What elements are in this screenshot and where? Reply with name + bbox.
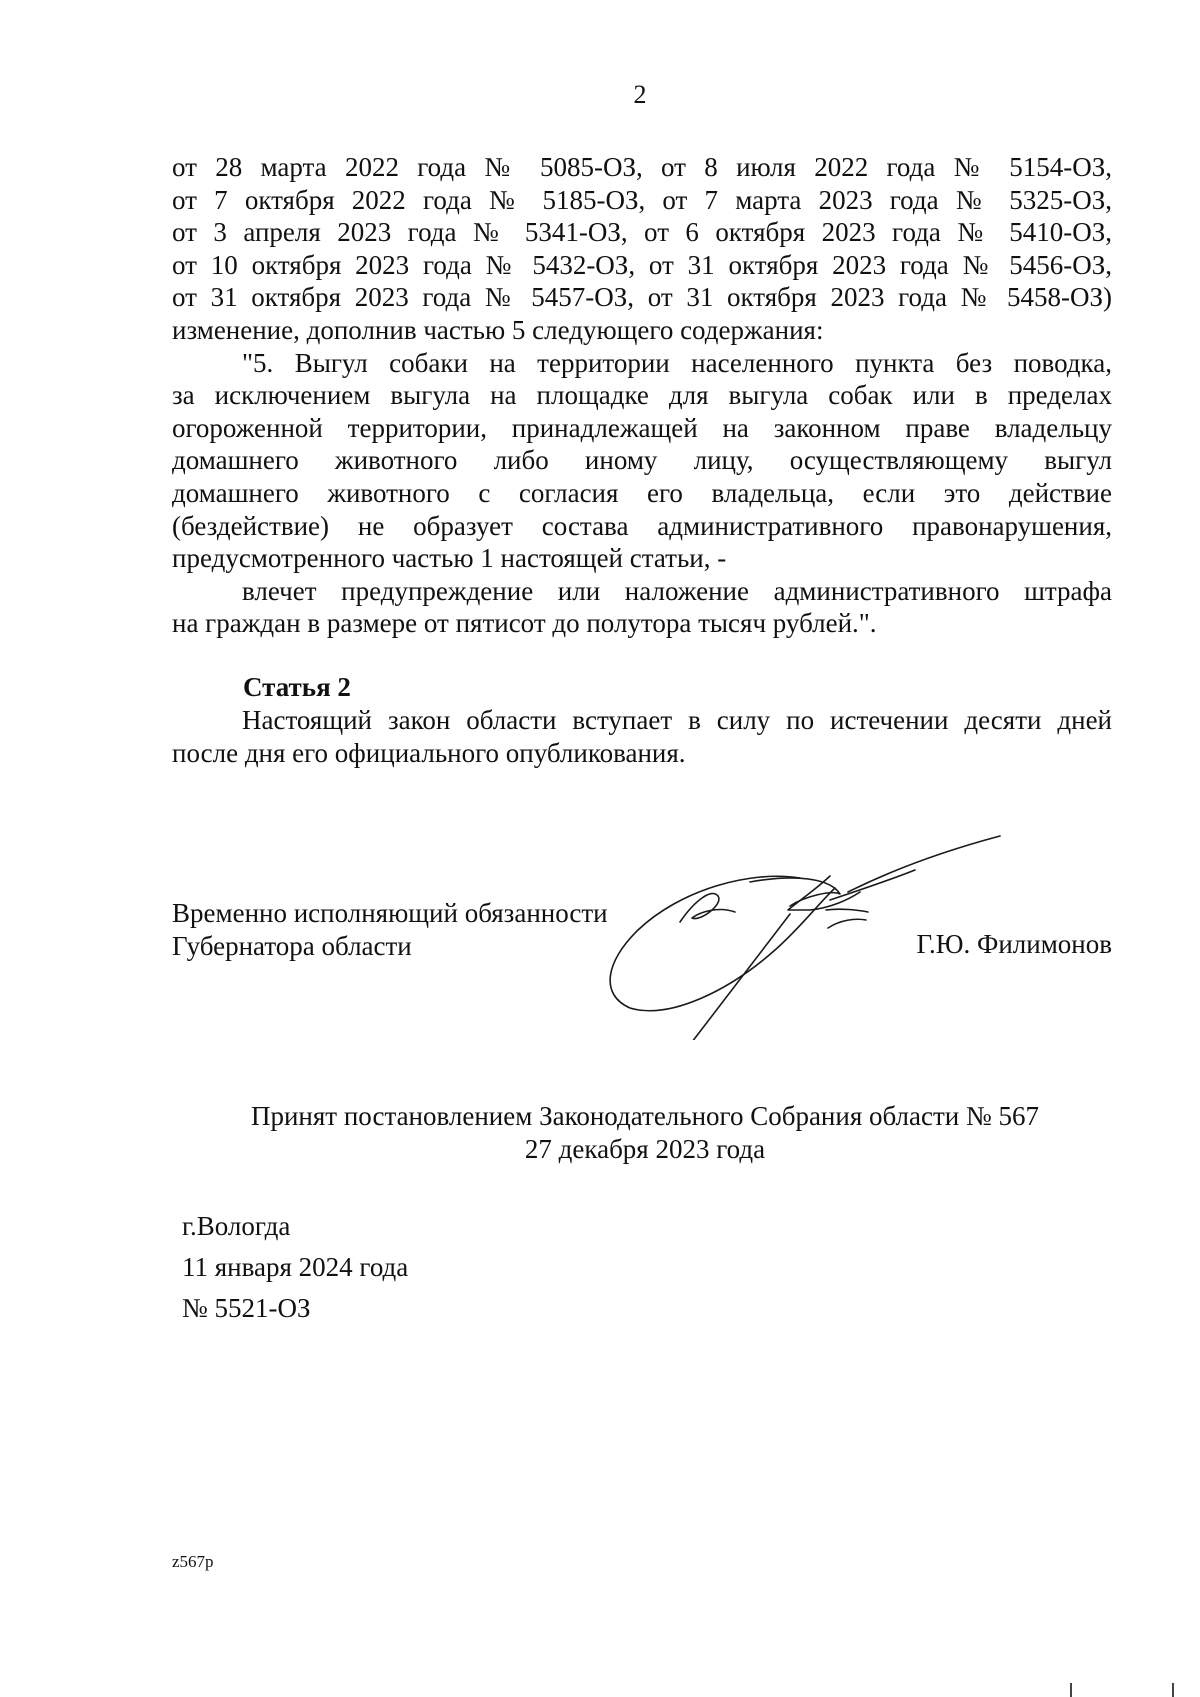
article-2-text [172, 704, 1112, 769]
article-2-last-line: после дня его официального опубликования. [172, 737, 686, 768]
signing-date: 11 января 2024 года [182, 1252, 409, 1282]
part5-line: "5. Выгул собаки на территории населенного пункта без поводка, [242, 347, 1112, 378]
part5-line: домашнего животного с согласия его владельца, если это действие [172, 477, 1112, 508]
signer-name: Г.Ю. Филимонов [916, 929, 1112, 959]
penalty-line: влечет предупреждение или наложение административного штрафа [242, 575, 1112, 606]
law-number: № 5521-ОЗ [182, 1293, 311, 1323]
adoption-statement [0, 1100, 1200, 1166]
amendments-line: от 10 октября 2023 года № 5432-ОЗ, от 31 октября 2023 года № 5456-ОЗ, [172, 249, 1112, 280]
amendments-line: от 3 апреля 2023 года № 5341-ОЗ, от 6 октября 2023 года № 5410-ОЗ, [172, 217, 1112, 248]
amendments-last-line: изменение, дополнив частью 5 следующего содержания: [172, 314, 824, 345]
signer-position-line: Губернатора области [172, 930, 412, 961]
article-2-heading: Статья 2 [243, 672, 351, 702]
amendments-line: от 31 октября 2023 года № 5457-ОЗ, от 31 октября 2023 года № 5458-ОЗ) [172, 282, 1112, 313]
page-number: 2 [633, 80, 647, 109]
adoption-date: 27 декабря 2023 года [524, 1134, 766, 1164]
law-body-text [172, 151, 1112, 640]
document-code: z567р [172, 1552, 214, 1571]
adoption-line: Принят постановлением Законодательного Собрания области № 567 [250, 1101, 1040, 1131]
signer-position [172, 897, 608, 962]
part5-last-line: предусмотренного частью 1 настоящей статьи, - [172, 543, 727, 574]
signer-position-line: Временно исполняющий обязанности [172, 898, 608, 928]
city: г.Вологда [182, 1211, 291, 1241]
place-and-date [182, 1206, 408, 1329]
part5-line: за исключением выгула на площадке для выгула собак или в пределах [172, 380, 1112, 411]
article-2-line: Настоящий закон области вступает в силу по истечении десяти дней [242, 705, 1112, 735]
penalty-last-line: на граждан в размере от пятисот до полутора тысяч рублей.". [172, 608, 877, 639]
part5-line: домашнего животного либо иному лицу, осуществляющему выгул [172, 445, 1112, 476]
amendments-line: от 28 марта 2022 года № 5085-ОЗ, от 8 июля 2022 года № 5154-ОЗ, [172, 152, 1112, 182]
scan-artifact [1172, 1683, 1174, 1697]
scan-artifact [1070, 1683, 1072, 1697]
amendments-line: от 7 октября 2022 года № 5185-ОЗ, от 7 марта 2023 года № 5325-ОЗ, [172, 184, 1112, 215]
part5-line: (бездействие) не образует состава административного правонарушения, [172, 510, 1112, 541]
part5-line: огороженной территории, принадлежащей на законном праве владельцу [172, 412, 1112, 443]
